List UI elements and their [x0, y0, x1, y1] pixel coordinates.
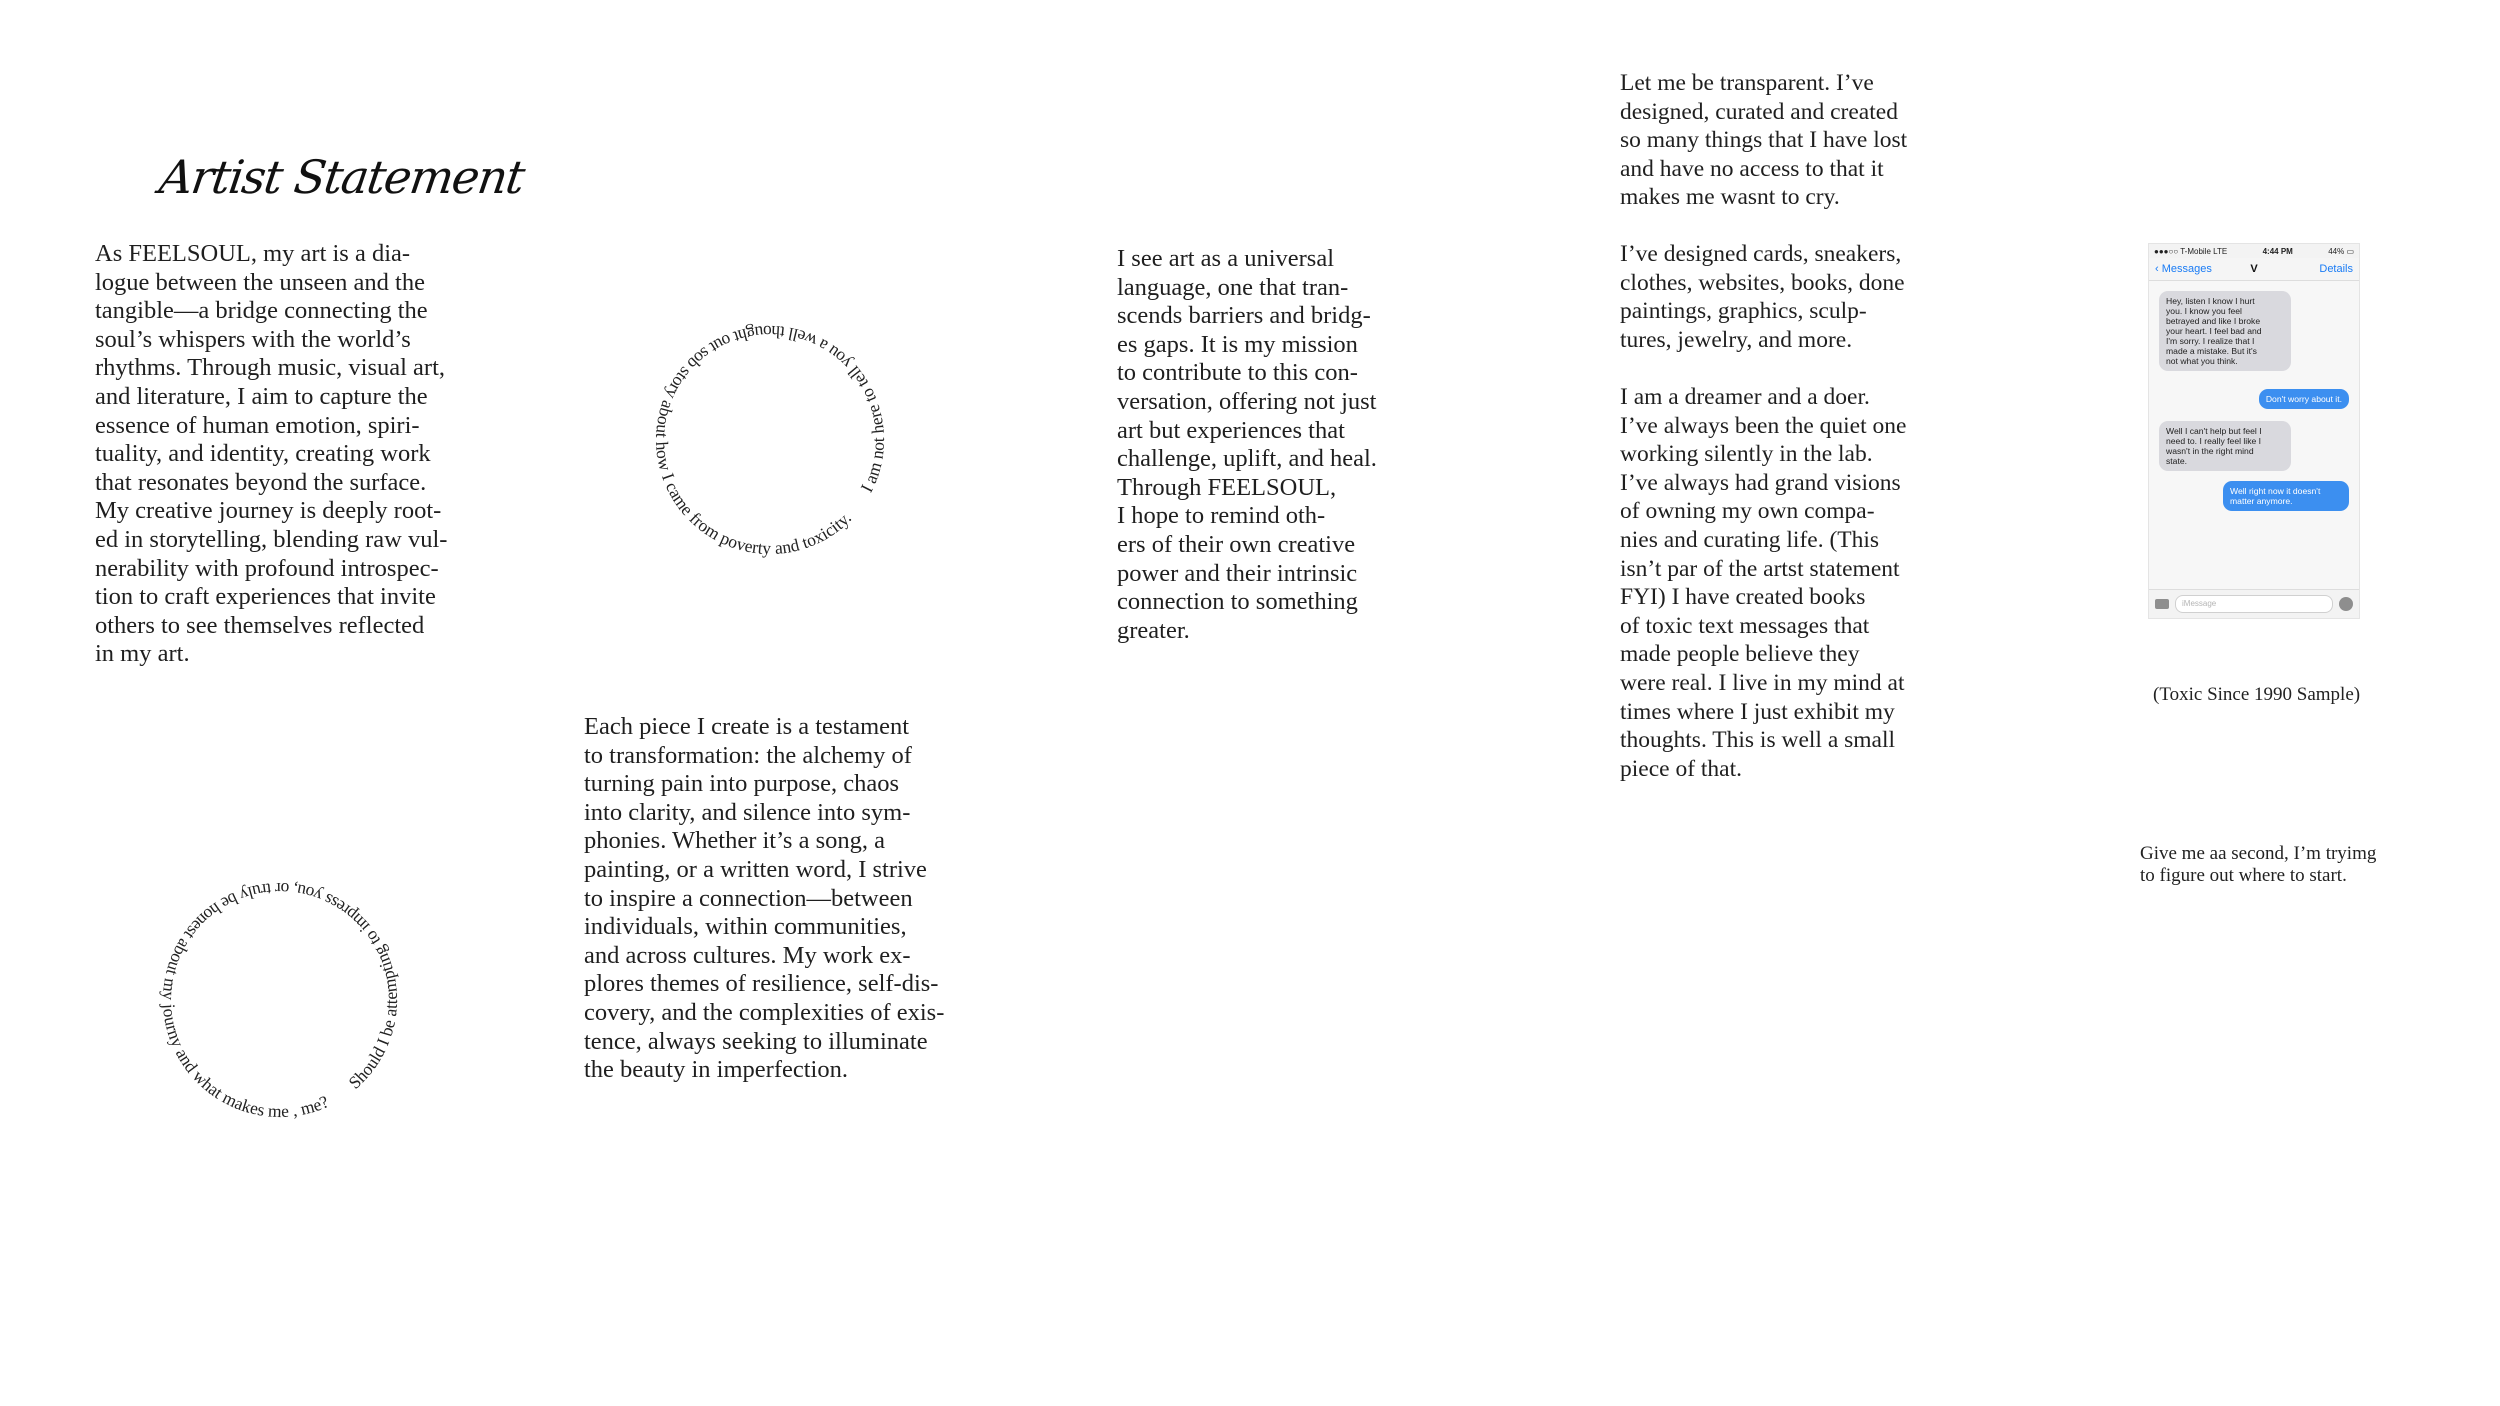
text-message-screenshot — [2148, 243, 2360, 619]
incoming-message: Well I can't help but feel I need to. I really feel like I wasn't in the right mind state. — [2159, 421, 2291, 471]
transformation-paragraph: Each piece I create is a testament to transformation: the alchemy of turning pain into purpose, chaos into clarity, and silence into sym- phonies. Whether it’s a song, a painting, or a written word, I strive to inspire a connection—between individuals, within communities, and across cultures. My work ex- plores themes of resilience, self-dis- covery, and the complexities of exis- tence, always seeking to illuminate the beauty in imperfection. — [584, 713, 945, 1084]
message-composer — [2149, 589, 2359, 618]
details-link[interactable]: Details — [2319, 263, 2353, 275]
intro-paragraph: As FEELSOUL, my art is a dia- logue between the unseen and the tangible—a bridge connecting the soul’s whispers with the world’s rhythms. Through music, visual art, and literature, I aim to capture the essence of human emotion, spiri- tuality, and identity, creating work that resonates beyond the surface. My creative journey is deeply root- ed in storytelling, blending raw vul- nerability with profound introspec- tion to craft experiences that invite others to see themselves reflected in my art. — [95, 240, 448, 668]
phone-caption: (Toxic Since 1990 Sample) — [2153, 684, 2361, 705]
contact-name: V — [2250, 263, 2258, 275]
circular-text-journey-label: Should I be attempting to impress you, or truly be honest about my journy and what makes me , me? — [158, 878, 402, 1122]
battery-indicator: 44% ▭ — [2328, 246, 2354, 256]
message-input[interactable]: iMessage — [2175, 595, 2333, 613]
camera-icon[interactable] — [2155, 599, 2169, 609]
svg-text:Should I be attempting to impr — [110, 830, 450, 1170]
dreamer-paragraph: I am a dreamer and a doer. I’ve always been the quiet one working silently in the lab. I’ve always had grand visions of owning my own compa- nies and curating life. (This isn’t par of the artst statement FYI) I have created books of toxic text messages that made people believe they were real. I live in my mind at times where I just exhibit my thoughts. This is well a small piece of that. — [1620, 384, 1907, 782]
phone-status-bar — [2149, 244, 2359, 258]
svg-text:I am not here to tell you a we — [610, 280, 929, 599]
circular-text-journey — [110, 830, 450, 1170]
designed-paragraph: I’ve designed cards, sneakers, clothes, websites, books, done paintings, graphics, sculp- tures, jewelry, and more. — [1620, 241, 1905, 353]
transparent-paragraph: Let me be transparent. I’ve designed, curated and created so many things that I have lost and have no access to that it makes me wasnt to cry. — [1620, 70, 1908, 211]
microphone-icon[interactable] — [2339, 597, 2353, 611]
side-note: Give me aa second, I’m tryimg to figure out where to start. — [2140, 843, 2377, 886]
back-label: Messages — [2161, 263, 2212, 275]
incoming-message: Hey, listen I know I hurt you. I know you feel betrayed and like I broke your heart. I feel bad and I'm sorry. I realize that I made a mistake. But it's not what you think. — [2159, 291, 2291, 371]
page-title: Artist Statement — [156, 150, 528, 204]
circular-text-poverty — [600, 270, 940, 610]
universal-paragraph: I see art as a universal language, one that tran- scends barriers and bridg- es gaps. It is my mission to contribute to this con- versation, offering not just art but experiences that challenge, uplift, and heal. Through FEELSOUL, I hope to remind oth- ers of their own creative power and their intrinsic connection to something greater. — [1117, 245, 1377, 644]
phone-clock: 4:44 PM — [2262, 246, 2293, 256]
carrier-signal: ●●●○○ T-Mobile LTE — [2154, 246, 2228, 256]
circular-text-poverty-label: I am not here to tell you a well thought out sob story about how I came from poverty and toxicity. — [651, 321, 889, 559]
back-button[interactable] — [2155, 263, 2212, 275]
outgoing-message: Well right now it doesn't matter anymore. — [2223, 481, 2349, 511]
messages-nav-bar — [2149, 258, 2359, 281]
outgoing-message: Don't worry about it. — [2259, 389, 2349, 409]
chevron-left-icon: ‹ — [2155, 263, 2159, 275]
message-thread — [2149, 281, 2359, 581]
